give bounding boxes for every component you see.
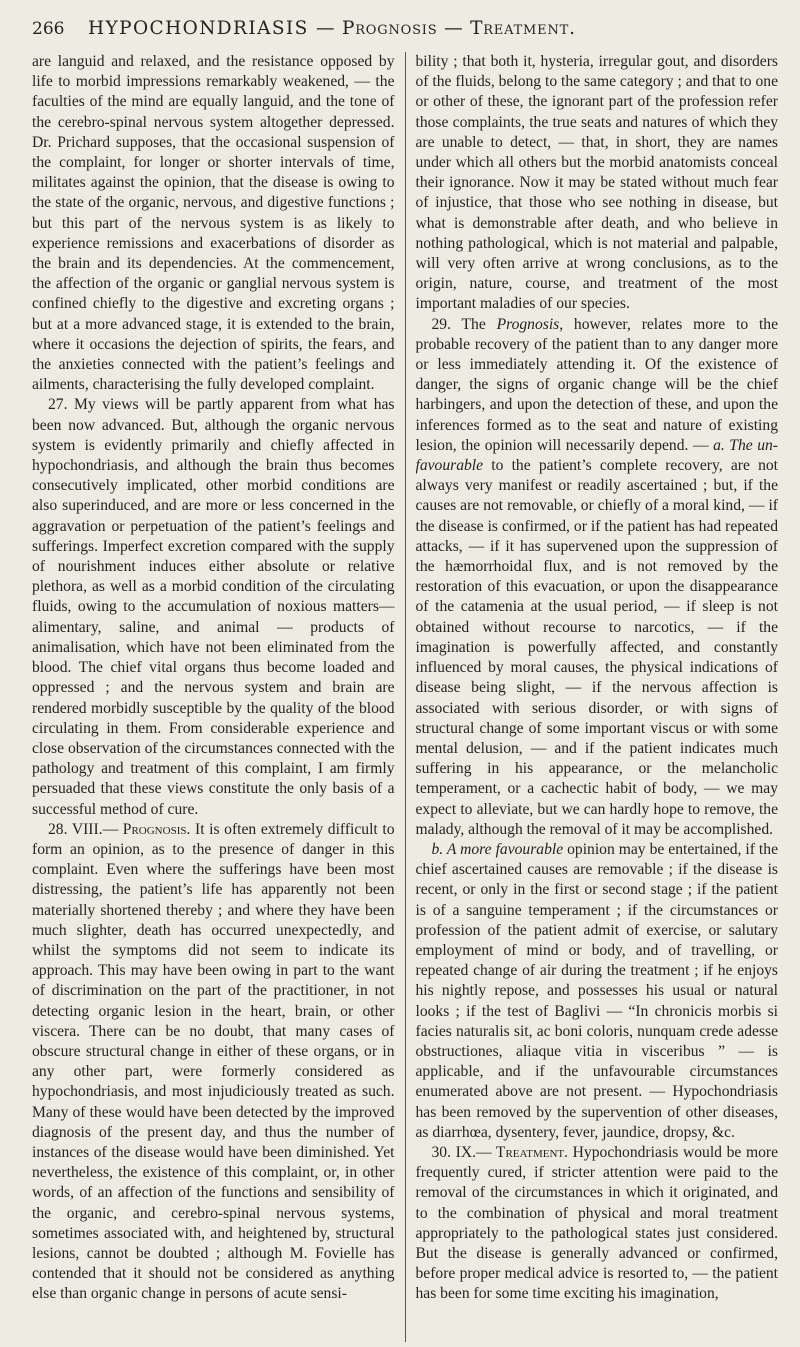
left-column — [32, 52, 395, 1342]
running-title-section: — Prognosis — Treatment. — [315, 18, 576, 39]
paragraph-29-body-b: to the patient’s complete recovery, are not always very manifest or readily ascertained ; but, if the causes are not removable, or chiefly of a moral kind, — if the disease is confirmed, or if the patient has had repeated attacks, — if it has supervened upon the suppression of the hæmorrhoidal flux, and is not removed by the restoration of this evacuation, or upon the disappearance of the catamenia at the usual period, — if sleep is not obtained without recourse to narcotics, — if the imagination is powerfully affected, and constantly influenced by moral causes, the physical indications of disease being slight, — if the nervous affection is associated with serious disorder, or with signs of structural change of some important viscus or with some mental delusion, — and if the patient indicates much suffering in his appearance, or the melancholic temperament, or a cachectic habit of body, — we may expect to alleviate, but we can hardly hope to remove, the malady, although the removal of it may be accomplished. — [415, 457, 778, 838]
paragraph-28-body: It is often extremely difficult to form an opinion, as to the presence of danger in this complaint. Even where the sufferings have been most distressing, the patient’s life has apparently not been materially shortened thereby ; and where they have been much slighter, death has occurred unexpectedly, and whilst the symptoms did not seem to indicate its approach. This may have been owing in part to the want of discrimination on the part of the practitioner, in not detecting organic lesion in the heart, brain, or other viscera. There can be no doubt, that many cases of obscure structural change in either of these organs, or in any other part, were formerly considered as hypochondriasis, and most injudiciously treated as such. Many of these would have been detected by the improved diagnosis of the present day, and thus the number of instances of the disease would have been diminished. Yet nevertheless, the existence of this complaint, or, in other words, of an affection of the functions and sensibility of the organic, and cerebro-spinal nervous systems, sometimes associated with, and heightened by, structural lesions, cannot be doubted ; although M. Fovielle has contended that it should not be considered as anything else than organic change in persons of acute sensi- — [32, 820, 395, 1303]
paragraph-29-body-a: , however, relates more to the probable recovery of the patient than to any danger more or less immediately attending it. Of the existence of danger, the signs of organic change will be the chief harbingers, and upon the detection of these, and upon the inferences formed as to the seat and nature of existing lesion, the opinion will necessarily depend. — — [415, 315, 778, 454]
section-heading-prognosis: 28. VIII.— Prognosis. — [48, 820, 191, 838]
paragraph-30-treatment — [416, 1143, 779, 1305]
running-title-main: HYPOCHONDRIASIS — [88, 18, 309, 39]
paragraph-28-prognosis — [32, 820, 395, 1305]
column-divider — [405, 52, 406, 1342]
paragraph-29b-label: b. A more favourable — [431, 840, 564, 858]
text-columns — [32, 52, 778, 1342]
page-header — [32, 18, 778, 52]
paragraph-29-number: 29. The — [431, 315, 497, 333]
paragraph-29-italic-term: Prognosis — [496, 315, 560, 333]
paragraph-continued-right: bility ; that both it, hysteria, irregular gout, and disorders of the fluids, belong to the same category ; and that to one or other of these, the ignorant part of the profession refer those complaints, the true seats and natures of which they are unable to detect, — that, in short, they are names under which all others but the morbid anatomists conceal their ignorance. Now it may be stated without much fear of injustice, that those who see nothing in disease, but what is demonstrable after death, and who believe in nothing pathological, which is not material and palpable, will very often arrive at wrong conclusions, as to the origin, nature, course, and treatment of the most important maladies of our species. — [415, 53, 778, 313]
paragraph-27: 27. My views will be partly apparent from what has been now advanced. But, although the organic nervous system is evidently primarily and chiefly affected in hypochondriasis, and although the brain thus becomes consecutively implicated, other morbid conditions are also superinduced, and are more or less concerned in the aggravation or perpetuation of the patient’s feelings and sufferings. Imperfect excretion compared with the supply of nourishment induces either absolute or relative plethora, as well as a morbid condition of the circulating fluids, owing to the accumulation of noxious matters— alimentary, saline, and animal — products of animalisation, which have not been eliminated from the blood. The chief vital organs thus become loaded and oppressed ; and the nervous system and brain are rendered morbidly susceptible by the quality of the blood circulating in them. From considerable experience and close observation of the circumstances connected with the pathology and treatment of this complaint, I am firmly persuaded that these views constitute the only basis of a successful method of cure. — [32, 396, 395, 818]
section-heading-treatment: 30. IX.— Treatment. — [431, 1143, 569, 1161]
right-column — [416, 52, 779, 1342]
paragraph-29 — [416, 315, 779, 840]
paragraph-29b — [416, 840, 779, 1143]
paragraph-continued: are languid and relaxed, and the resistance opposed by life to morbid impressions remarkably weakened, — the faculties of the mind are equally languid, and the tone of the cerebro-spinal nervous system altogether depressed. Dr. Prichard supposes, that the occasional suspension of the complaint, for longer or shorter intervals of time, militates against the opinion, that the disease is owing to the state of the organic, nervous, and digestive functions ; but this part of the nervous system is as likely to experience remissions and exacerbations of disorder as the brain and its dependencies. At the commencement, the affection of the organic or ganglial nervous system is confined chiefly to the digestive and excreting organs ; but at a more advanced stage, it is extended to the brain, where it occasions the dejection of spirits, the fears, and the anxieties connected with the patient’s feelings and ailments, characterising the fully developed complaint. — [32, 53, 395, 394]
page-number: 266 — [32, 19, 65, 39]
running-title — [88, 18, 576, 39]
paragraph-29b-body: opinion may be entertained, if the chief ascertained causes are removable ; if the disease is recent, or only in the first or second stage ; if the patient is of a sanguine temperament ; if the circumstances or profession of the patient admit of exercise, or salutary employment of mind or body, and of travelling, or repeated change of air during the treatment ; if he enjoys his nightly repose, and possesses his usual or natural looks ; if the test of Baglivi — “In chronicis morbis si facies naturalis sit, ac boni coloris, nunquam crede adesse obstructiones, aliaque vitia in visceribus ” — is applicable, and if the unfavourable circumstances enumerated above are not present. — Hypochondriasis has been removed by the supervention of other diseases, as diarrhœa, dysentery, fever, jaundice, dropsy, &c. — [415, 840, 778, 1141]
paragraph-30-body: Hypochondriasis would be more frequently cured, if stricter attention were paid to the removal of the circumstances in which it originated, and to the combination of physical and moral treatment appropriately to the pathological states just considered. But the disease is generally advanced or confirmed, before proper medical advice is resorted to, — the patient has been for some time exciting his imagination, — [415, 1143, 778, 1303]
paragraph-29-a-label: a. The un-favourable — [415, 436, 778, 475]
